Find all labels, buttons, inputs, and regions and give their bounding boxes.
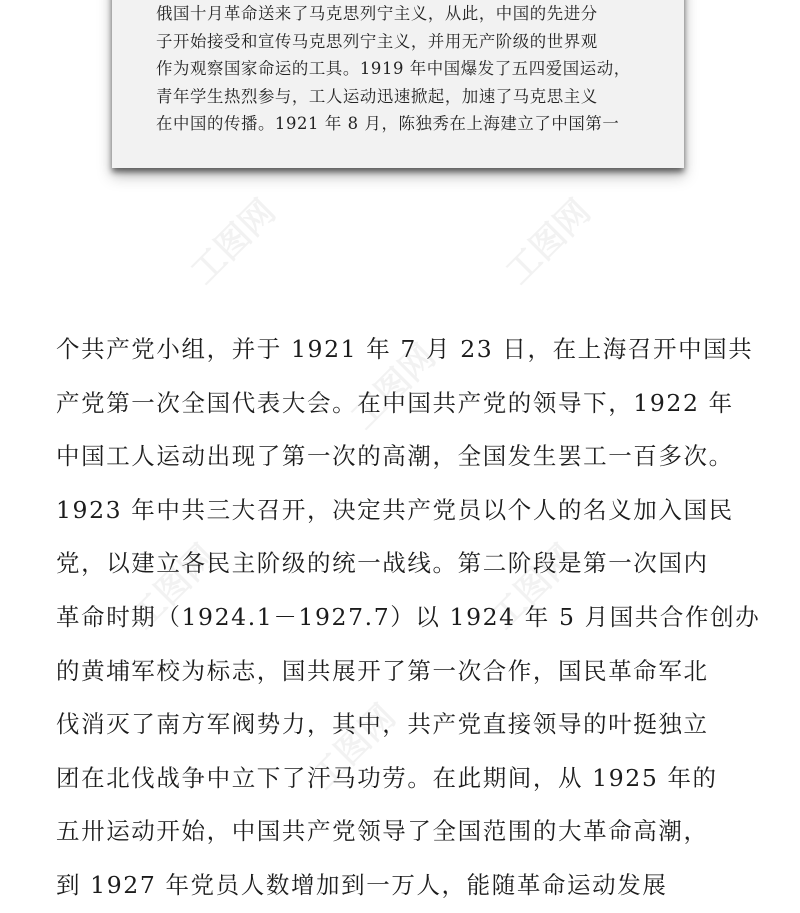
paragraph-line: 伐消灭了南方军阀势力，其中，共产党直接领导的叶挺独立 [56, 710, 709, 739]
paragraph-line: 五卅运动开始，中国共产党领导了全国范围的大革命高潮， [56, 817, 709, 846]
watermark: 工图网 [343, 336, 444, 438]
card-line: 作为观察国家命运的工具。1919 年中国爆发了五四爱国运动， [156, 59, 631, 78]
watermark: 工图网 [483, 536, 584, 638]
card-line: 俄国十月革命送来了马克思列宁主义，从此，中国的先进分 [156, 4, 598, 23]
paragraph-line: 团在北伐战争中立下了汗马功劳。在此期间，从 1925 年的 [56, 763, 718, 792]
paragraph-line: 的黄埔军校为标志，国共展开了第一次合作，国民革命军北 [56, 656, 709, 685]
quote-card [112, 0, 684, 168]
paragraph-line: 革命时期（1924.1－1927.7）以 1924 年 5 月国共合作创办 [56, 602, 761, 631]
card-line: 子开始接受和宣传马克思列宁主义，并用无产阶级的世界观 [156, 31, 598, 51]
paragraph-line: 到 1927 年党员人数增加到一万人，能随革命运动发展 [56, 870, 668, 899]
paragraph-line: 1923 年中共三大召开，决定共产党员以个人的名义加入国民 [56, 495, 734, 524]
card-line: 青年学生热烈参与，工人运动迅速掀起，加速了马克思主义 [156, 86, 598, 106]
watermark: 工图网 [183, 191, 284, 293]
watermark: 工图网 [303, 696, 404, 798]
watermark: 工图网 [123, 536, 224, 638]
paragraph-line: 产党第一次全国代表大会。在中国共产党的领导下，1922 年 [56, 388, 734, 417]
watermark: 工图网 [498, 191, 599, 293]
paragraph-line: 个共产党小组，并于 1921 年 7 月 23 日，在上海召开中国共 [56, 335, 754, 363]
paragraph-line: 中国工人运动出现了第一次的高潮，全国发生罢工一百多次。 [56, 442, 734, 471]
card-line: 在中国的传播。1921 年 8 月，陈独秀在上海建立了中国第一 [156, 114, 620, 133]
body-paragraph [56, 323, 761, 913]
paragraph-line: 党，以建立各民主阶级的统一战线。第二阶段是第一次国内 [56, 549, 709, 578]
card-text [156, 0, 646, 138]
